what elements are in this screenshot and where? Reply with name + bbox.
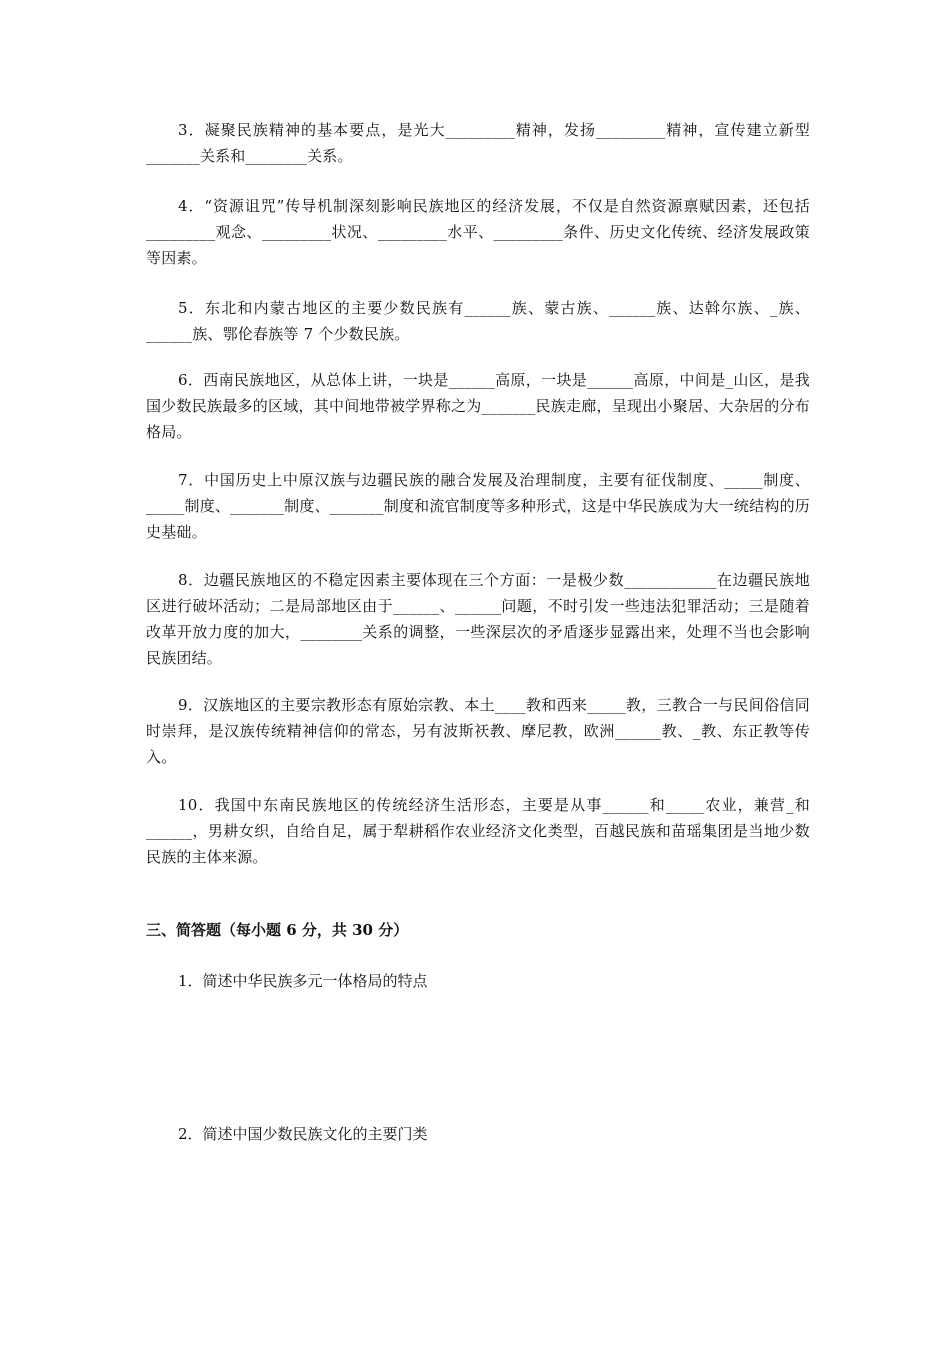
fill-in-question-3 [146, 117, 810, 169]
question-text: 8．边疆民族地区的不稳定因素主要体现在三个方面：一是极少数____________在边疆民族地区进行破坏活动；二是局部地区由于______、______问题，不时引发一些违法犯罪活动；三是随着改革开放力度的加大，________关系的调整，一些深层次的矛盾逐步显露出来，处理不当也会影响民族团结。 [146, 571, 810, 667]
question-text: 4．“资源诅咒”传导机制深刻影响民族地区的经济发展，不仅是自然资源禀赋因素，还包括_________观念、_________状况、_________水平、_________条件、历史文化传统、经济发展政策等因素。 [146, 197, 810, 267]
fill-in-question-6 [146, 367, 810, 445]
question-text: 5．东北和内蒙古地区的主要少数民族有______族、蒙古族、______族、达斡尔族、_族、______族、鄂伦春族等 7 个少数民族。 [146, 299, 810, 343]
question-text: 6．西南民族地区，从总体上讲，一块是______高原，一块是______高原，中间是_山区，是我国少数民族最多的区域，其中间地带被学界称之为_______民族走廊，呈现出小聚居、大杂居的分布格局。 [146, 371, 810, 441]
fill-in-question-5 [146, 295, 810, 347]
fill-in-question-10 [146, 792, 810, 870]
question-text: 7．中国历史上中原汉族与边疆民族的融合发展及治理制度，主要有征伐制度、_____制度、_____制度、_______制度、_______制度和流官制度等多种形式，这是中华民族成为大一统结构的历史基础。 [146, 471, 810, 541]
question-text: 9．汉族地区的主要宗教形态有原始宗教、本土____教和西来_____教，三教合一与民间俗信同时崇拜，是汉族传统精神信仰的常态，另有波斯祆教、摩尼教，欧洲______教、_教、东正教等传入。 [146, 696, 810, 766]
fill-in-question-9 [146, 692, 810, 770]
section-title: 三、简答题（每小题 6 分，共 30 分） [146, 921, 409, 939]
short-answer-question-2: 2．简述中国少数民族文化的主要门类 [178, 1125, 428, 1143]
question-text: 10．我国中东南民族地区的传统经济生活形态，主要是从事______和_____农业，兼营_和______，男耕女织，自给自足，属于犁耕稻作农业经济文化类型，百越民族和苗瑶集团是当地少数民族的主体来源。 [146, 796, 810, 866]
question-text: 3．凝聚民族精神的基本要点，是光大_________精神，发扬_________精神，宣传建立新型_______关系和________关系。 [146, 121, 810, 165]
fill-in-question-4 [146, 193, 810, 271]
fill-in-question-7 [146, 467, 810, 545]
fill-in-question-8 [146, 567, 810, 671]
short-answer-question-1: 1．简述中华民族多元一体格局的特点 [178, 972, 428, 990]
